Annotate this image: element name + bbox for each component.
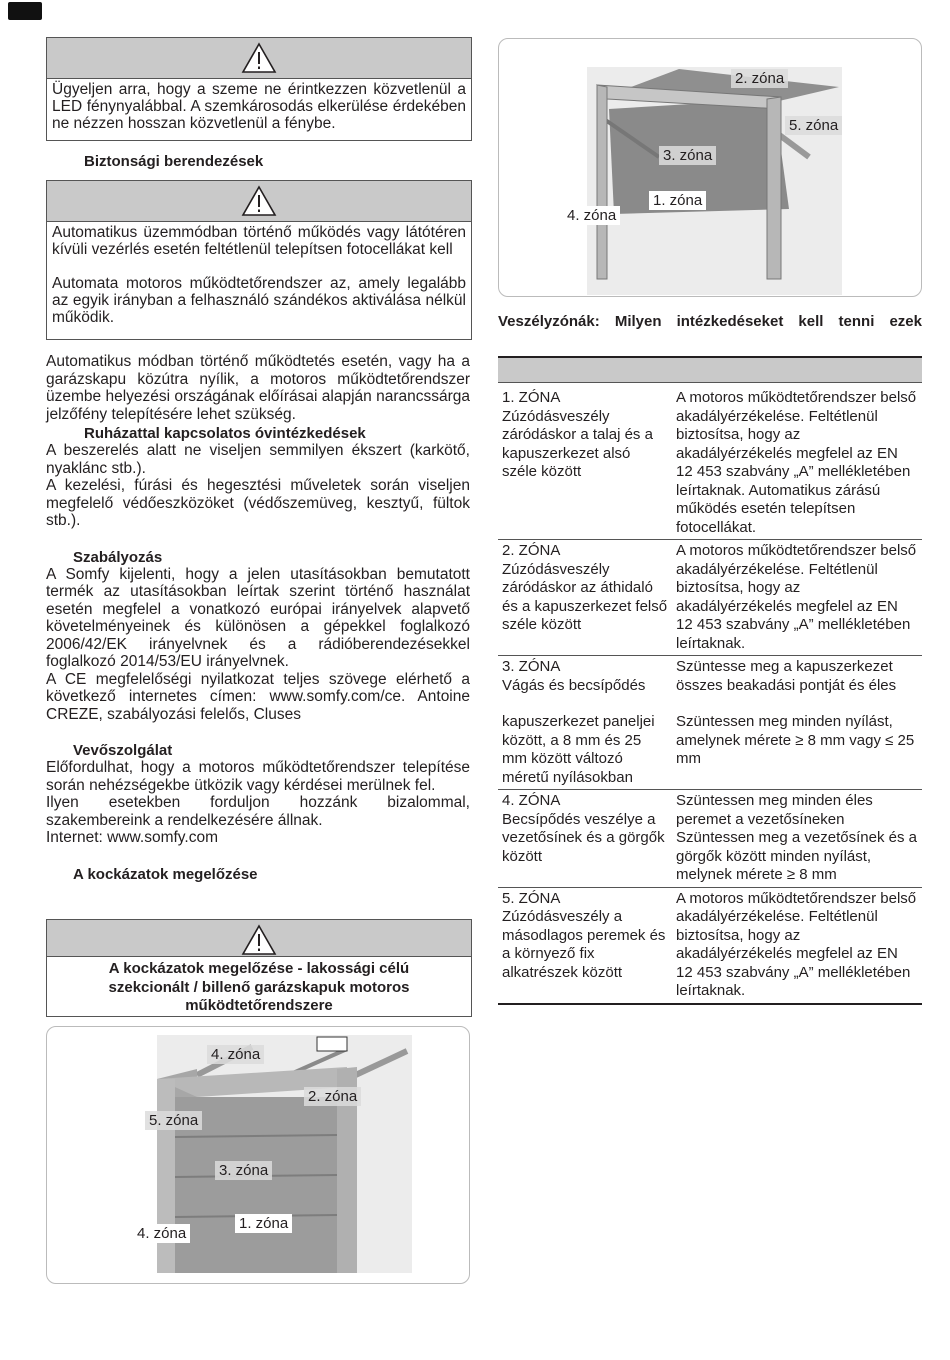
regulation-text-2: A CE megfelelőségi nyilatkozat teljes szövege elérhető a következő internetes címen: www.somfy.com/ce. Antoine CREZE, szabályozási felelős, Cluses — [46, 670, 470, 723]
clothing-text-1: A beszerelés alatt ne viseljen semmilyen ékszert (karkötő, nyaklánc stb.). — [46, 442, 470, 477]
label-zone-2: 2. zóna — [304, 1087, 361, 1106]
zone-description: Zúzódásveszély záródáskor az áthidaló és a kapuszerkezet felső széle között — [502, 560, 668, 633]
service-internet: Internet: www.somfy.com — [46, 829, 218, 846]
regulation-text-1: A Somfy kijelenti, hogy a jelen utasításokban bemutatott termék az utasításokban leírtak szerint történő használat esetén megfelel a vonatkozó európai irányelvek alapvető követelményeinek és különösen a gépekkel foglalkozó 2006/42/EK irányelvnek és a rádióberendezésekkel foglalkozó 2014/53/EU irányelvnek. — [46, 565, 470, 670]
zone-name: 3. ZÓNA — [502, 658, 561, 675]
warning-header — [47, 38, 471, 79]
figure-tilting-door — [498, 38, 922, 297]
table-row — [498, 540, 922, 656]
zone-measure: A motoros működtetőrendszer belső akadályérzékelése. Feltétlenül biztosítsa, hogy az akadályérzékelés megfelel az EN 12 453 szabvány „A” mellékletében leírtaknak. — [672, 887, 922, 1004]
zone-measure: Szüntessen meg minden éles peremet a vezetősíneken Szüntessen meg a vezetősínek és a görgők között minden nyílást, melynek mérete ≥ 8 mm — [672, 790, 922, 888]
warning-triangle-icon — [241, 924, 277, 956]
zone-measure: Szüntesse meg a kapuszerkezet összes beakadási pontját és éles — [676, 658, 897, 694]
language-tab — [8, 2, 42, 20]
label-zone-2: 2. zóna — [731, 69, 788, 88]
warning-text-led: Ügyeljen arra, hogy a szeme ne érintkezzen közvetlenül a LED fénynyalábbal. A szemkárosodás elkerülése érdekében ne nézzen hosszan közvetlenül a fénybe. — [52, 81, 466, 132]
warning-box-photocells — [46, 180, 472, 340]
tilting-door-illustration — [499, 39, 921, 296]
service-text-1: Előfordulhat, hogy a motoros működtetőrendszer telepítése során nehézségekbe ütközik vagy kérdései merülnek fel. — [46, 759, 470, 794]
table-row — [498, 656, 922, 790]
danger-zones-caption: Veszélyzónák: Milyen intézkedéseket kell tenni ezek — [498, 313, 922, 330]
label-zone-5: 5. zóna — [785, 116, 842, 135]
table-row — [498, 383, 922, 540]
risk-prevention-heading: A kockázatok megelőzése — [73, 865, 258, 883]
warning-triangle-icon — [241, 42, 277, 74]
label-zone-1: 1. zóna — [649, 191, 706, 210]
label-zone-3: 3. zóna — [659, 146, 716, 165]
warning-header — [47, 181, 471, 222]
warning-triangle-icon — [241, 185, 277, 217]
zone-description: Zúzódásveszély a másodlagos peremek és a környező fix alkatrészek között — [502, 908, 666, 981]
warning-text-automatic: Automata motoros működtetőrendszer az, amely legalább az egyik irányban a felhasználó szándékos aktiválása nélkül működik. — [52, 275, 466, 326]
label-zone-4-bottom: 4. zóna — [133, 1224, 190, 1243]
table-row — [498, 887, 922, 1004]
figure-sectional-door — [46, 1026, 470, 1284]
warning-box-risk — [46, 919, 472, 1017]
warning-text-photocells: Automatikus üzemmódban történő működés vagy látótéren kívüli vezérlés esetén feltétlenül telepítsen fotocellákat kell — [52, 224, 466, 258]
label-zone-4: 4. zóna — [563, 206, 620, 225]
safety-devices-heading: Biztonsági berendezések — [84, 153, 264, 170]
regulation-heading: Szabályozás — [73, 548, 163, 566]
zone-measure-continued: Szüntessen meg minden nyílást, amelynek mérete ≥ 8 mm vagy ≤ 25 mm — [676, 713, 915, 767]
zone-measure: A motoros működtetőrendszer belső akadályérzékelése. Feltétlenül biztosítsa, hogy az akadályérzékelés megfelel az EN 12 453 szabvány „A” mellékletében leírtaknak. — [672, 540, 922, 656]
para-automatic-mode: Automatikus módban történő működtetés esetén, vagy ha a garázskapu közútra nyílik, a motoros működtetőrendszer üzembe helyezési országának előírásai alapján narancssárga jelzőfény telepítésére lehet szükség. — [46, 353, 470, 423]
zone-description: Vágás és becsípődés — [502, 676, 646, 694]
zone-name: 4. ZÓNA — [502, 792, 561, 809]
label-zone-3: 3. zóna — [215, 1161, 272, 1180]
warning-header — [47, 920, 471, 957]
zone-description: Becsípődés veszélye a vezetősínek és a görgők között — [502, 810, 665, 865]
danger-zones-table — [498, 356, 922, 1005]
clothing-heading: Ruházattal kapcsolatos óvintézkedések — [84, 425, 366, 442]
zone-name: 1. ZÓNA — [502, 389, 561, 406]
zone-description: Zúzódásveszély záródáskor a talaj és a kapuszerkezet alsó széle között — [502, 407, 653, 480]
zone-description-continued: kapuszerkezet paneljei között, a 8 mm és 25 mm között változó méretű nyílásokban — [502, 713, 655, 786]
clothing-text-2: A kezelési, fúrási és hegesztési műveletek során viseljen megfelelő védőeszközöket (védőszemüveg, kesztyű, fültok stb.). — [46, 477, 470, 529]
label-zone-1: 1. zóna — [235, 1214, 292, 1233]
zone-measure: A motoros működtetőrendszer belső akadályérzékelése. Feltétlenül biztosítsa, hogy az akadályérzékelés megfelel az EN 12 453 szabvány „A” mellékletében leírtaknak. Automatikus zárású működés esetén telepítsen fotocellákat. — [672, 383, 922, 540]
customer-service-heading: Vevőszolgálat — [73, 742, 173, 759]
zone-name: 5. ZÓNA — [502, 889, 561, 907]
warning-text-risk: A kockázatok megelőzése - lakossági célú szekcionált / billenő garázskapuk motoros működtetőrendszere — [108, 960, 410, 1014]
sectional-door-illustration — [47, 1027, 469, 1283]
label-zone-4-top: 4. zóna — [207, 1045, 264, 1064]
table-row — [498, 790, 922, 888]
table-header-row — [498, 357, 922, 383]
zone-name: 2. ZÓNA — [502, 542, 561, 559]
service-text-2: Ilyen esetekben forduljon hozzánk bizalommal, szakembereink a rendelkezésére állnak. — [46, 794, 470, 829]
label-zone-5: 5. zóna — [145, 1111, 202, 1130]
warning-box-led — [46, 37, 472, 141]
